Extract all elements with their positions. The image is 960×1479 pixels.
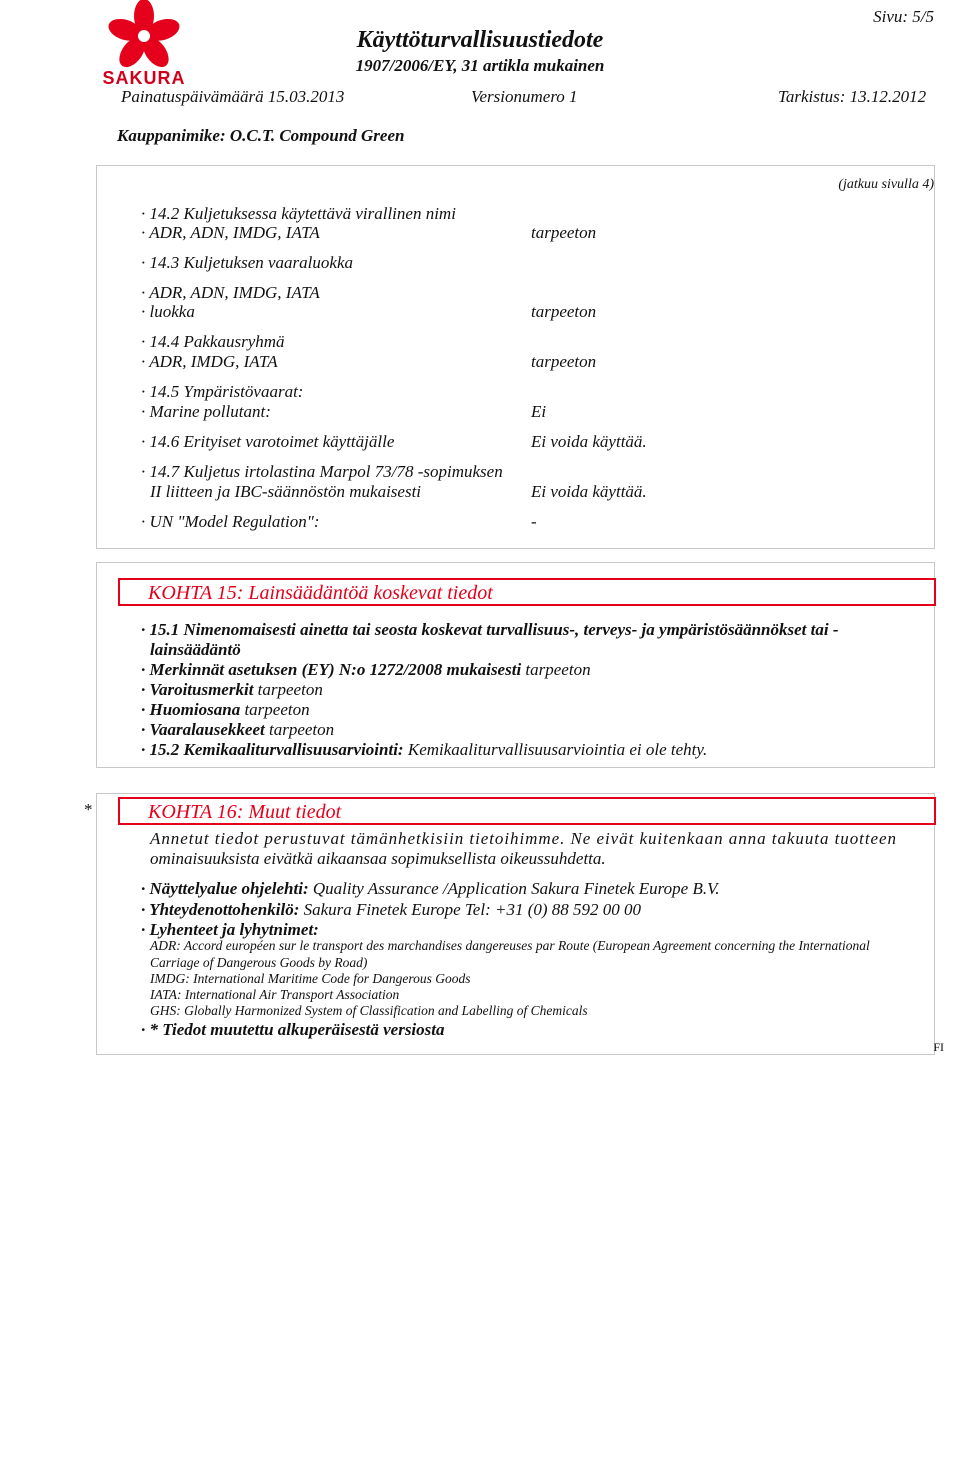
- page-number: Sivu: 5/5: [873, 7, 934, 26]
- s16-contact: · Yhteydenottohenkilö: Sakura Finetek Europe Tel: +31 (0) 88 592 00 00: [141, 900, 642, 919]
- row-14-5-value: Ei: [531, 402, 547, 421]
- version-number: Versionumero 1: [471, 87, 578, 106]
- abbr-ghs: GHS: Globally Harmonized System of Classification and Labelling of Chemicals: [150, 1003, 588, 1018]
- s15-pictograms: · Varoitusmerkit tarpeeton: [141, 680, 323, 699]
- s15-1-cont: lainsäädäntö: [150, 640, 241, 659]
- row-14-2-value: tarpeeton: [531, 223, 597, 242]
- s15-signal-word: · Huomiosana tarpeeton: [141, 700, 310, 719]
- s15-hazard-statements: · Vaaralausekkeet tarpeeton: [141, 720, 335, 739]
- s15-2: · 15.2 Kemikaaliturvallisuusarviointi: Kemikaaliturvallisuusarviointia ei ole tehty.: [141, 740, 708, 759]
- s15-labelling: · Merkinnät asetuksen (EY) N:o 1272/2008 mukaisesti tarpeeton: [141, 660, 591, 679]
- abbr-imdg: IMDG: International Maritime Code for Dangerous Goods: [150, 971, 471, 986]
- row-14-7-cont: II liitteen ja IBC-säännöstön mukaisesti: [150, 482, 422, 501]
- logo-wordmark: SAKURA: [102, 68, 186, 88]
- row-14-3-class: · luokka: [141, 302, 195, 321]
- revision-date: Tarkistus: 13.12.2012: [778, 87, 927, 106]
- section16-heading: KOHTA 16: Muut tiedot: [148, 801, 342, 823]
- trade-name: Kauppanimike: O.C.T. Compound Green: [117, 126, 405, 145]
- s16-disclaimer-2: ominaisuuksista eivätkä aikaansaa sopimuksellista oikeussuhdetta.: [150, 849, 606, 868]
- row-14-3-modes: · ADR, ADN, IMDG, IATA: [141, 283, 320, 302]
- print-date: Painatuspäivämäärä 15.03.2013: [121, 87, 345, 106]
- row-14-6: · 14.6 Erityiset varotoimet käyttäjälle: [141, 432, 395, 451]
- document-title: Käyttöturvallisuustiedote: [356, 27, 604, 53]
- row-14-5-marine: · Marine pollutant:: [141, 402, 271, 421]
- s16-disclaimer-1: Annetut tiedot perustuvat tämänhetkisiin tietoihimme. Ne eivät kuitenkaan anna takuuta tuotteen: [150, 829, 897, 848]
- s16-data-sheet: · Näyttelyalue ohjelehti: Quality Assurance /Application Sakura Finetek Europe B.V.: [141, 879, 720, 898]
- abbr-adr: ADR: Accord européen sur le transport des marchandises dangereuses par Route (European Agreement concerning the International: [150, 938, 870, 953]
- row-un-model-value: -: [531, 512, 537, 531]
- row-14-3: · 14.3 Kuljetuksen vaaraluokka: [141, 253, 353, 272]
- row-14-2-modes: · ADR, ADN, IMDG, IATA: [141, 223, 320, 242]
- section16-heading-bar: [118, 797, 936, 825]
- row-14-4-value: tarpeeton: [531, 352, 597, 371]
- row-14-2: · 14.2 Kuljetuksessa käytettävä virallinen nimi: [141, 204, 456, 223]
- document-subtitle: 1907/2006/EY, 31 artikla mukainen: [355, 56, 605, 75]
- abbr-iata: IATA: International Air Transport Association: [150, 987, 400, 1002]
- row-14-5: · 14.5 Ympäristövaarat:: [141, 382, 304, 401]
- language-code: FI: [933, 1040, 944, 1054]
- change-marker: *: [84, 800, 93, 819]
- row-14-3-value: tarpeeton: [531, 302, 597, 321]
- abbr-adr-cont: Carriage of Dangerous Goods by Road): [150, 955, 368, 970]
- s16-abbreviations: · Lyhenteet ja lyhytnimet:: [141, 920, 319, 939]
- row-14-4-modes: · ADR, IMDG, IATA: [141, 352, 278, 371]
- row-14-6-value: Ei voida käyttää.: [531, 432, 647, 451]
- section15-heading-bar: [118, 578, 936, 606]
- row-14-4: · 14.4 Pakkausryhmä: [141, 332, 285, 351]
- row-un-model: · UN "Model Regulation":: [141, 512, 320, 531]
- row-14-7-value: Ei voida käyttää.: [531, 482, 647, 501]
- section15-heading: KOHTA 15: Lainsäädäntöä koskevat tiedot: [148, 582, 493, 604]
- row-14-7: · 14.7 Kuljetus irtolastina Marpol 73/78 -sopimuksen: [141, 462, 503, 481]
- s16-modified-note: · * Tiedot muutettu alkuperäisestä versiosta: [141, 1020, 445, 1039]
- s15-1: · 15.1 Nimenomaisesti ainetta tai seosta koskevat turvallisuus-, terveys- ja ympäristösäännökset tai -: [141, 620, 839, 639]
- continued-note: (jatkuu sivulla 4): [838, 177, 934, 192]
